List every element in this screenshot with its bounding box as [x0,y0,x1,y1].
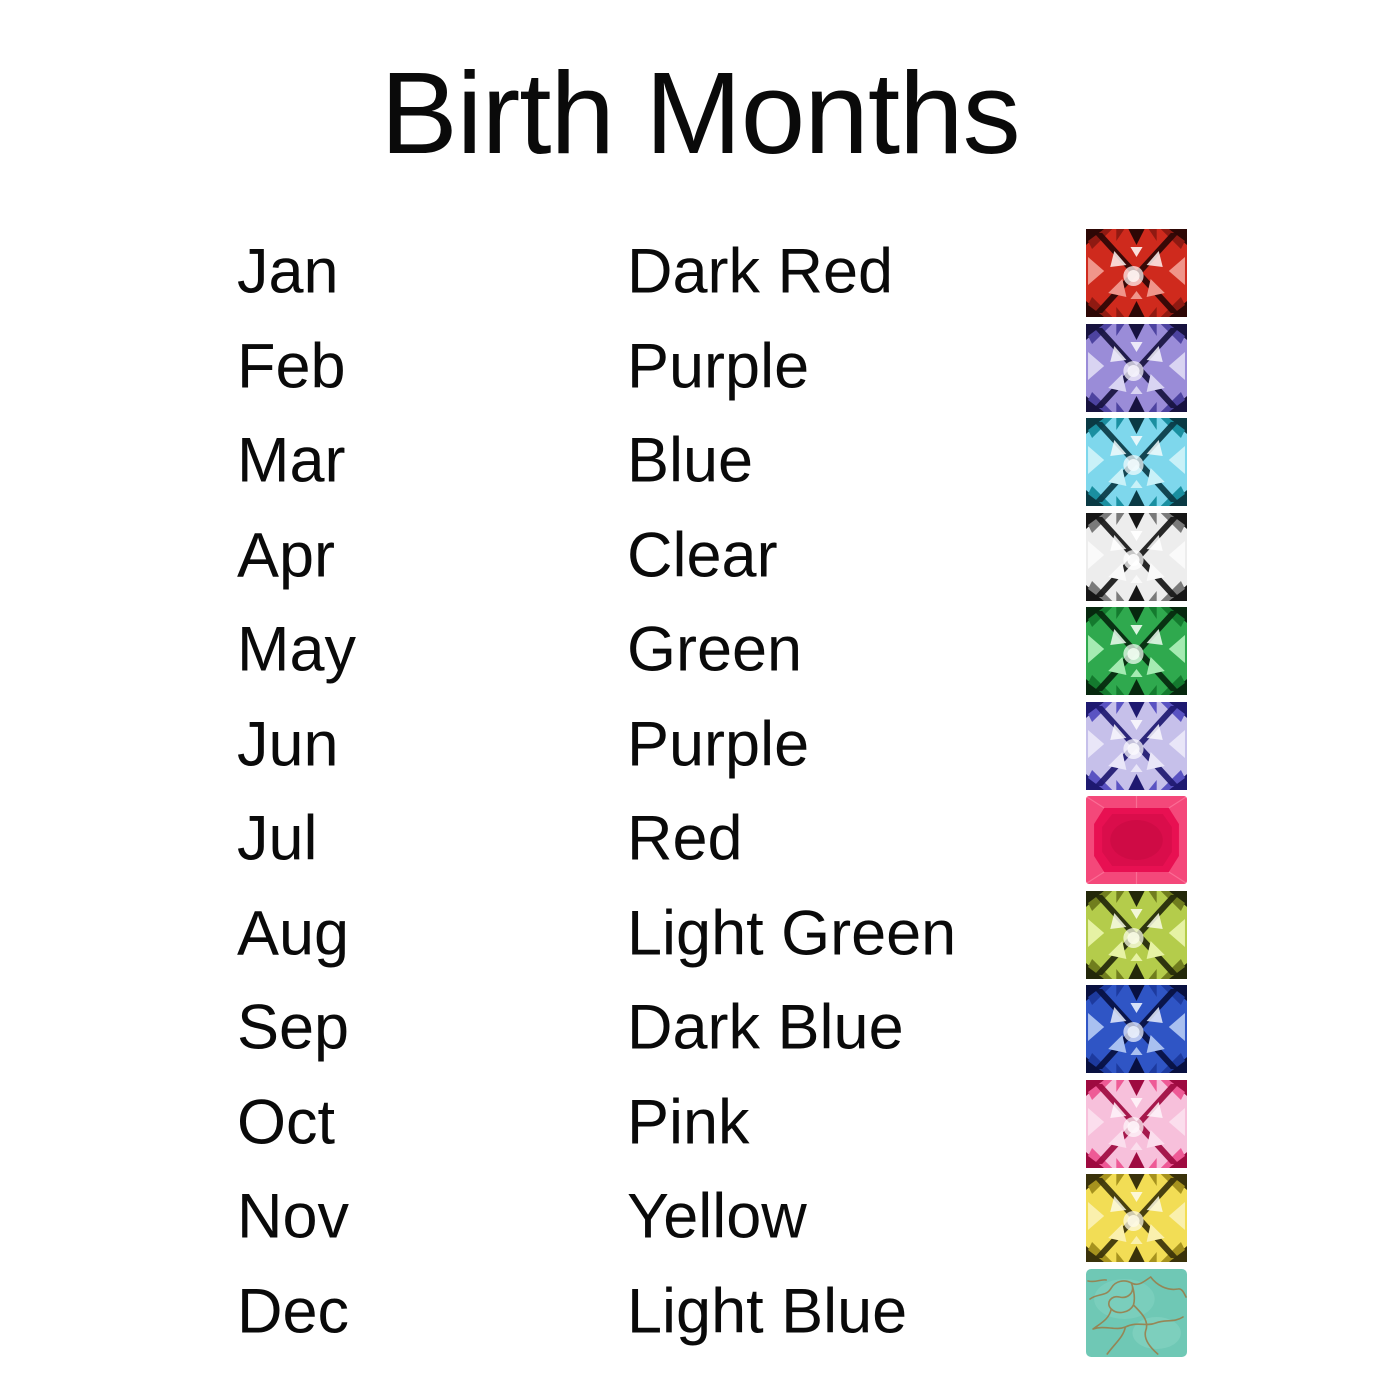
gem-swatch-jul [1086,796,1187,884]
color-name-label: Red [627,803,743,874]
faceted-gem-graphic [1086,513,1187,601]
color-name-label: Clear [627,520,778,591]
color-name-label: Purple [627,709,810,780]
table-row [0,702,1400,797]
table-row [0,513,1400,608]
gem-swatch-jun [1086,702,1187,790]
gem-swatch-mar [1086,418,1187,506]
gem-swatch-oct [1086,1080,1187,1168]
faceted-gem-graphic [1086,702,1187,790]
table-row [0,891,1400,986]
month-label: May [237,614,357,685]
color-name-label: Light Blue [627,1276,908,1347]
month-label: Feb [237,331,346,402]
faceted-gem-graphic [1086,324,1187,412]
gem-swatch-nov [1086,1174,1187,1262]
table-row [0,796,1400,891]
color-name-label: Light Green [627,898,957,969]
month-label: Apr [237,520,336,591]
table-row [0,985,1400,1080]
page-title: Birth Months [380,48,1020,178]
gem-swatch-sep [1086,985,1187,1073]
month-label: Nov [237,1181,350,1252]
color-name-label: Green [627,614,803,685]
gem-swatch-may [1086,607,1187,695]
gem-swatch-aug [1086,891,1187,979]
month-label: Oct [237,1087,336,1158]
table-row [0,1174,1400,1269]
faceted-gem-graphic [1086,985,1187,1073]
gem-swatch-dec [1086,1269,1187,1357]
faceted-gem-graphic [1086,418,1187,506]
faceted-gem-graphic [1086,891,1187,979]
color-name-label: Blue [627,425,754,496]
faceted-gem-graphic [1086,1080,1187,1168]
color-name-label: Yellow [627,1181,807,1252]
month-label: Sep [237,992,350,1063]
color-name-label: Purple [627,331,810,402]
color-name-label: Dark Blue [627,992,904,1063]
birthstone-table [0,229,1400,1363]
table-row [0,324,1400,419]
color-name-label: Dark Red [627,236,894,307]
table-row [0,418,1400,513]
table-row [0,229,1400,324]
faceted-gem-graphic [1086,229,1187,317]
turquoise-gem-graphic [1086,1269,1187,1357]
gem-swatch-jan [1086,229,1187,317]
color-name-label: Pink [627,1087,750,1158]
gem-swatch-feb [1086,324,1187,412]
table-row [0,1269,1400,1364]
month-label: Jan [237,236,339,307]
month-label: Jul [237,803,318,874]
month-label: Aug [237,898,350,969]
faceted-gem-graphic [1086,607,1187,695]
gem-swatch-apr [1086,513,1187,601]
smooth-gem-graphic [1086,796,1187,884]
month-label: Jun [237,709,339,780]
month-label: Dec [237,1276,350,1347]
table-row [0,1080,1400,1175]
table-row [0,607,1400,702]
month-label: Mar [237,425,346,496]
faceted-gem-graphic [1086,1174,1187,1262]
